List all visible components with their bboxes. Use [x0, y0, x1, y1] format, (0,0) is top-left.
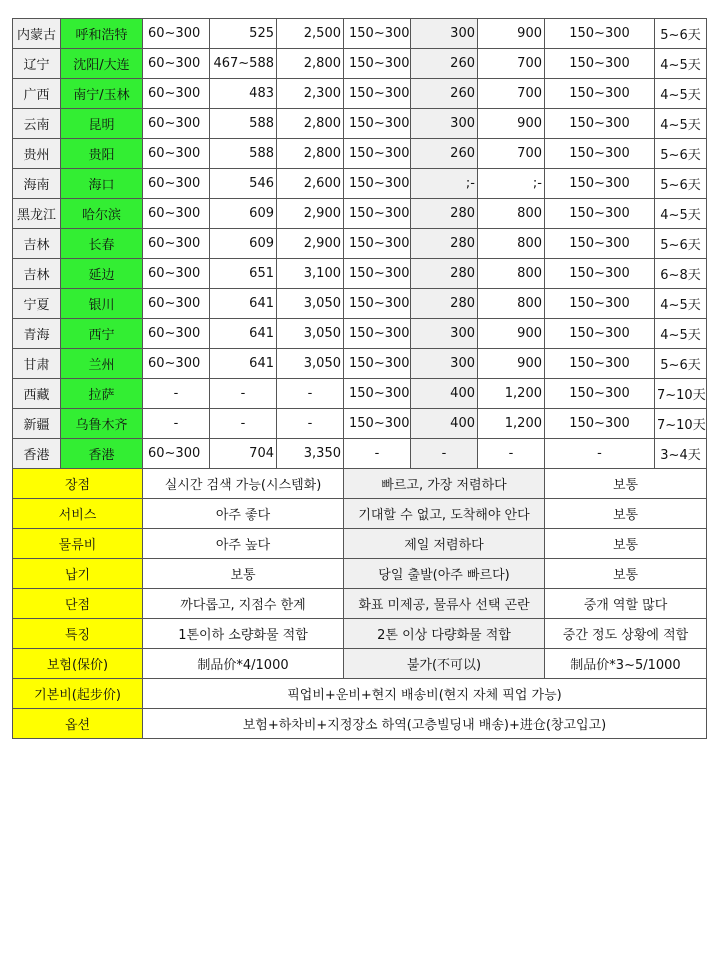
rate-cell: 60~300	[143, 79, 210, 109]
table-row	[13, 319, 707, 349]
rate-cell: 609	[210, 199, 277, 229]
comparison-cell-a: 까다롭고, 지점수 한계	[143, 589, 344, 619]
summary-rows	[13, 679, 707, 739]
table-row	[13, 379, 707, 409]
rate-cell: 2,300	[277, 79, 344, 109]
city-cell: 长春	[61, 229, 143, 259]
rate-cell: 900	[478, 349, 545, 379]
lead-time-cell: 5~6天	[655, 349, 707, 379]
table-row	[13, 289, 707, 319]
province-cell: 西藏	[13, 379, 61, 409]
rate-cell: 60~300	[143, 19, 210, 49]
rate-cell: 60~300	[143, 319, 210, 349]
comparison-cell-b: 제일 저렴하다	[344, 529, 545, 559]
rate-cell: 150~300	[545, 259, 655, 289]
city-cell: 呼和浩特	[61, 19, 143, 49]
rate-cell: 150~300	[344, 49, 411, 79]
rate-cell: 150~300	[344, 109, 411, 139]
rate-cell: 1,200	[478, 409, 545, 439]
rate-cell: 150~300	[344, 229, 411, 259]
comparison-cell-a: 制品价*4/1000	[143, 649, 344, 679]
rate-cell: 150~300	[344, 199, 411, 229]
rate-cell: 150~300	[344, 259, 411, 289]
rate-cell: 641	[210, 289, 277, 319]
rate-cell: 60~300	[143, 139, 210, 169]
rate-cell: 150~300	[344, 379, 411, 409]
comparison-cell-c: 制品价*3~5/1000	[545, 649, 707, 679]
comparison-cell-a: 1톤이하 소량화물 적합	[143, 619, 344, 649]
rate-cell: 60~300	[143, 229, 210, 259]
rate-cell: ;-	[411, 169, 478, 199]
rate-cell: 150~300	[545, 199, 655, 229]
comparison-row	[13, 619, 707, 649]
rate-cell: 467~588	[210, 49, 277, 79]
rate-cell: 60~300	[143, 259, 210, 289]
comparison-label: 장점	[13, 469, 143, 499]
province-cell: 内蒙古	[13, 19, 61, 49]
rate-cell: -	[143, 379, 210, 409]
lead-time-cell: 7~10天	[655, 409, 707, 439]
lead-time-cell: 4~5天	[655, 109, 707, 139]
comparison-row	[13, 499, 707, 529]
rate-cell: 3,050	[277, 349, 344, 379]
rate-cell: 150~300	[545, 379, 655, 409]
city-cell: 银川	[61, 289, 143, 319]
rate-cell: 150~300	[545, 169, 655, 199]
comparison-cell-b: 불가(不可以)	[344, 649, 545, 679]
table-row	[13, 19, 707, 49]
rate-cell: 260	[411, 79, 478, 109]
rate-cell: 150~300	[545, 19, 655, 49]
rate-cell: -	[210, 409, 277, 439]
rate-cell: -	[344, 439, 411, 469]
comparison-label: 특징	[13, 619, 143, 649]
city-cell: 海口	[61, 169, 143, 199]
city-cell: 延边	[61, 259, 143, 289]
rate-cell: 800	[478, 199, 545, 229]
rate-cell: 150~300	[344, 409, 411, 439]
province-cell: 新疆	[13, 409, 61, 439]
rate-cell: -	[143, 409, 210, 439]
lead-time-cell: 4~5天	[655, 49, 707, 79]
rate-cell: 260	[411, 139, 478, 169]
rate-cell: 2,800	[277, 49, 344, 79]
comparison-row	[13, 469, 707, 499]
base-fee-row	[13, 679, 707, 709]
city-cell: 拉萨	[61, 379, 143, 409]
rate-cell: 150~300	[545, 409, 655, 439]
rate-cell: 300	[411, 319, 478, 349]
rate-cell: 60~300	[143, 109, 210, 139]
rate-cell: 483	[210, 79, 277, 109]
comparison-cell-c: 중간 정도 상황에 적합	[545, 619, 707, 649]
table-row	[13, 439, 707, 469]
city-cell: 南宁/玉林	[61, 79, 143, 109]
rate-cell: 60~300	[143, 349, 210, 379]
province-cell: 吉林	[13, 259, 61, 289]
lead-time-cell: 3~4天	[655, 439, 707, 469]
rate-cell: -	[277, 409, 344, 439]
table-row	[13, 229, 707, 259]
rate-cell: 546	[210, 169, 277, 199]
table-row	[13, 169, 707, 199]
rate-cell: 150~300	[545, 289, 655, 319]
rate-cell: 280	[411, 199, 478, 229]
province-cell: 贵州	[13, 139, 61, 169]
table-row	[13, 199, 707, 229]
lead-time-cell: 4~5天	[655, 289, 707, 319]
rate-cell: 588	[210, 109, 277, 139]
lead-time-cell: 6~8天	[655, 259, 707, 289]
comparison-label: 서비스	[13, 499, 143, 529]
rate-cell: 150~300	[545, 139, 655, 169]
comparison-cell-b: 빠르고, 가장 저렴하다	[344, 469, 545, 499]
rate-cell: ;-	[478, 169, 545, 199]
province-cell: 黑龙江	[13, 199, 61, 229]
comparison-cell-b: 화표 미제공, 물류사 선택 곤란	[344, 589, 545, 619]
table-row	[13, 109, 707, 139]
comparison-cell-c: 보통	[545, 469, 707, 499]
comparison-label: 납기	[13, 559, 143, 589]
rate-cell: 150~300	[545, 79, 655, 109]
rate-cell: 150~300	[344, 169, 411, 199]
province-cell: 宁夏	[13, 289, 61, 319]
rate-cell: 2,800	[277, 109, 344, 139]
comparison-cell-a: 보통	[143, 559, 344, 589]
city-cell: 昆明	[61, 109, 143, 139]
rate-cell: 800	[478, 259, 545, 289]
rate-cell: 800	[478, 229, 545, 259]
rate-cell: 588	[210, 139, 277, 169]
lead-time-cell: 5~6天	[655, 139, 707, 169]
rate-cell: 60~300	[143, 49, 210, 79]
comparison-label: 보험(保价)	[13, 649, 143, 679]
comparison-row	[13, 589, 707, 619]
table-row	[13, 349, 707, 379]
rate-cell: 150~300	[545, 319, 655, 349]
province-cell: 甘肃	[13, 349, 61, 379]
rate-cell: 280	[411, 229, 478, 259]
rate-cell: 150~300	[545, 49, 655, 79]
rate-cell: 150~300	[344, 79, 411, 109]
rate-cell: 2,800	[277, 139, 344, 169]
province-cell: 广西	[13, 79, 61, 109]
comparison-row	[13, 649, 707, 679]
option-value: 보험+하차비+지정장소 하역(고층빌딩내 배송)+进仓(창고입고)	[143, 709, 707, 739]
rate-cell: 3,350	[277, 439, 344, 469]
comparison-label: 단점	[13, 589, 143, 619]
rate-cell: -	[545, 439, 655, 469]
rate-cell: 2,500	[277, 19, 344, 49]
province-cell: 云南	[13, 109, 61, 139]
table-row	[13, 259, 707, 289]
rate-cell: 150~300	[344, 139, 411, 169]
rate-cell: 150~300	[545, 349, 655, 379]
rate-cell: -	[478, 439, 545, 469]
province-cell: 辽宁	[13, 49, 61, 79]
rate-cell: 641	[210, 319, 277, 349]
rate-cell: 3,100	[277, 259, 344, 289]
rate-cell: 641	[210, 349, 277, 379]
rate-cell: 260	[411, 49, 478, 79]
rate-cell: 2,900	[277, 229, 344, 259]
base-fee-label: 기본비(起步价)	[13, 679, 143, 709]
city-cell: 香港	[61, 439, 143, 469]
province-cell: 吉林	[13, 229, 61, 259]
rate-cell: 300	[411, 19, 478, 49]
table-row	[13, 139, 707, 169]
rate-cell: 400	[411, 379, 478, 409]
comparison-cell-a: 아주 좋다	[143, 499, 344, 529]
rate-cell: 300	[411, 349, 478, 379]
rate-cell: 3,050	[277, 319, 344, 349]
rate-cell: 3,050	[277, 289, 344, 319]
lead-time-cell: 4~5天	[655, 199, 707, 229]
table-row	[13, 79, 707, 109]
rate-cell: 60~300	[143, 439, 210, 469]
rate-cell: 700	[478, 139, 545, 169]
rate-cell: 400	[411, 409, 478, 439]
rate-cell: 60~300	[143, 199, 210, 229]
rate-cell: 900	[478, 109, 545, 139]
rate-cell: 2,600	[277, 169, 344, 199]
comparison-cell-c: 중개 역할 많다	[545, 589, 707, 619]
lead-time-cell: 5~6天	[655, 19, 707, 49]
rate-cell: 280	[411, 289, 478, 319]
rate-cell: 800	[478, 289, 545, 319]
city-cell: 乌鲁木齐	[61, 409, 143, 439]
comparison-cell-a: 실시간 검색 가능(시스템화)	[143, 469, 344, 499]
rate-cell: 2,900	[277, 199, 344, 229]
comparison-label: 물류비	[13, 529, 143, 559]
rate-cell: 300	[411, 109, 478, 139]
rate-cell: 150~300	[344, 19, 411, 49]
city-cell: 哈尔滨	[61, 199, 143, 229]
province-cell: 香港	[13, 439, 61, 469]
rate-cell: 704	[210, 439, 277, 469]
city-cell: 贵阳	[61, 139, 143, 169]
city-cell: 沈阳/大连	[61, 49, 143, 79]
rate-cell: 609	[210, 229, 277, 259]
rate-cell: 150~300	[545, 109, 655, 139]
rate-cell: 900	[478, 19, 545, 49]
rate-cell: 150~300	[344, 289, 411, 319]
rate-rows	[13, 19, 707, 469]
rate-cell: 700	[478, 79, 545, 109]
comparison-cell-b: 당일 출발(아주 빠르다)	[344, 559, 545, 589]
rate-cell: -	[210, 379, 277, 409]
comparison-rows	[13, 469, 707, 679]
comparison-cell-c: 보통	[545, 559, 707, 589]
comparison-cell-a: 아주 높다	[143, 529, 344, 559]
option-row	[13, 709, 707, 739]
rate-cell: -	[411, 439, 478, 469]
rate-cell: 150~300	[344, 349, 411, 379]
lead-time-cell: 4~5天	[655, 319, 707, 349]
lead-time-cell: 5~6天	[655, 169, 707, 199]
rate-cell: 280	[411, 259, 478, 289]
rate-cell: 651	[210, 259, 277, 289]
base-fee-value: 픽업비+운비+현지 배송비(현지 자체 픽업 가능)	[143, 679, 707, 709]
table-row	[13, 409, 707, 439]
comparison-cell-b: 기대할 수 없고, 도착해야 안다	[344, 499, 545, 529]
comparison-cell-c: 보통	[545, 529, 707, 559]
rate-cell: 60~300	[143, 169, 210, 199]
rate-cell: 1,200	[478, 379, 545, 409]
comparison-row	[13, 529, 707, 559]
option-label: 옵션	[13, 709, 143, 739]
freight-rate-table	[12, 18, 707, 739]
province-cell: 青海	[13, 319, 61, 349]
rate-cell: 60~300	[143, 289, 210, 319]
lead-time-cell: 7~10天	[655, 379, 707, 409]
province-cell: 海南	[13, 169, 61, 199]
lead-time-cell: 5~6天	[655, 229, 707, 259]
rate-cell: 525	[210, 19, 277, 49]
comparison-row	[13, 559, 707, 589]
rate-cell: 150~300	[545, 229, 655, 259]
rate-cell: -	[277, 379, 344, 409]
city-cell: 兰州	[61, 349, 143, 379]
city-cell: 西宁	[61, 319, 143, 349]
comparison-cell-c: 보통	[545, 499, 707, 529]
rate-cell: 150~300	[344, 319, 411, 349]
comparison-cell-b: 2톤 이상 다량화물 적합	[344, 619, 545, 649]
lead-time-cell: 4~5天	[655, 79, 707, 109]
table-row	[13, 49, 707, 79]
rate-cell: 900	[478, 319, 545, 349]
rate-cell: 700	[478, 49, 545, 79]
